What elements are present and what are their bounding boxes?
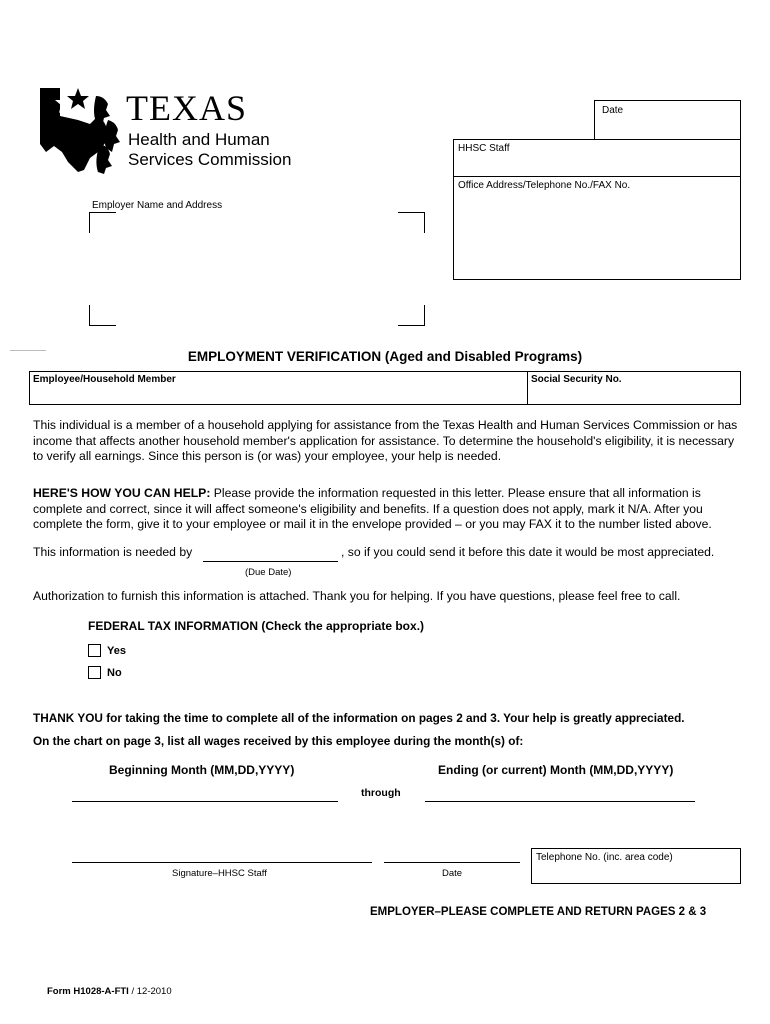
logo-texas-text: TEXAS <box>126 88 247 128</box>
date-field[interactable] <box>594 100 741 140</box>
help-heading: HERE'S HOW YOU CAN HELP: <box>33 486 211 500</box>
form-number: Form H1028-A-FTI <box>47 986 129 997</box>
yes-checkbox[interactable] <box>88 644 101 657</box>
form-date: / 12-2010 <box>128 986 172 997</box>
texas-hhsc-logo <box>38 86 298 176</box>
signature-date-input[interactable] <box>384 862 520 863</box>
employer-instruction: EMPLOYER–PLEASE COMPLETE AND RETURN PAGES 2 & 3 <box>370 906 707 918</box>
chart-note-text: On the chart on page 3, list all wages received by this employee during the month(s) of: <box>33 734 524 748</box>
due-before-text: This information is needed by <box>33 545 193 559</box>
employer-name-label: Employer Name and Address <box>92 200 223 211</box>
no-label: No <box>107 667 122 679</box>
date-field-label: Date <box>602 105 624 116</box>
due-date-caption: (Due Date) <box>245 567 292 578</box>
page-title: EMPLOYMENT VERIFICATION (Aged and Disabled Programs) <box>187 349 583 364</box>
ssn-field[interactable] <box>527 371 741 405</box>
beginning-month-label: Beginning Month (MM,DD,YYYY) <box>109 763 295 777</box>
intro-paragraph: This individual is a member of a household applying for assistance from the Texas Health and Human Services Commission or has income that affects another household member's application for assistance. To determine the household's eligibility, it is necessary to verify all earnings. Since this person is (or was) your employee, your help is needed. <box>33 418 738 463</box>
address-corner-bottom-right <box>398 305 425 326</box>
address-corner-top-left <box>89 212 116 233</box>
signature-label: Signature–HHSC Staff <box>172 868 267 879</box>
telephone-field[interactable] <box>531 848 741 884</box>
hhsc-staff-field[interactable] <box>453 139 741 177</box>
thanks-text: THANK YOU for taking the time to complete all of the information on pages 2 and 3. Your help is greatly appreciated. <box>33 711 685 725</box>
help-text: Please provide the information requested in this letter. Please ensure that all information is complete and correct, since it will affect someone's eligibility and benefits. If a question does not apply, mark it N/A. After you complete the form, give it to your employee or mail it in the envelope provided – or you may FAX it to the number listed above. <box>33 486 712 531</box>
through-label: through <box>361 787 401 799</box>
hhsc-staff-label: HHSC Staff <box>458 143 510 154</box>
beginning-month-input[interactable] <box>72 801 338 802</box>
office-address-field[interactable] <box>453 176 741 280</box>
authorization-text: Authorization to furnish this information is attached. Thank you for helping. If you have questions, please feel free to call. <box>33 589 681 603</box>
no-checkbox[interactable] <box>88 666 101 679</box>
employee-member-field[interactable] <box>29 371 528 405</box>
logo-services-text: Services Commission <box>128 150 292 169</box>
ending-month-input[interactable] <box>425 801 695 802</box>
due-date-input[interactable] <box>203 561 338 562</box>
federal-tax-heading: FEDERAL TAX INFORMATION (Check the appropriate box.) <box>88 619 425 633</box>
signature-input[interactable] <box>72 862 372 863</box>
ssn-label: Social Security No. <box>531 374 622 385</box>
ending-month-label: Ending (or current) Month (MM,DD,YYYY) <box>438 763 674 777</box>
address-corner-bottom-left <box>89 305 116 326</box>
texas-silhouette-icon <box>38 86 124 174</box>
employer-address-area[interactable] <box>89 212 425 326</box>
office-address-label: Office Address/Telephone No./FAX No. <box>458 180 631 191</box>
form-id <box>47 986 172 997</box>
employee-member-label: Employee/Household Member <box>33 374 176 385</box>
yes-label: Yes <box>107 645 126 657</box>
help-paragraph <box>33 486 745 533</box>
due-after-text: , so if you could send it before this date it would be most appreciated. <box>341 545 715 559</box>
telephone-label: Telephone No. (inc. area code) <box>536 852 673 863</box>
address-corner-top-right <box>398 212 425 233</box>
signature-date-label: Date <box>442 868 463 879</box>
logo-health-text: Health and Human <box>128 130 270 149</box>
